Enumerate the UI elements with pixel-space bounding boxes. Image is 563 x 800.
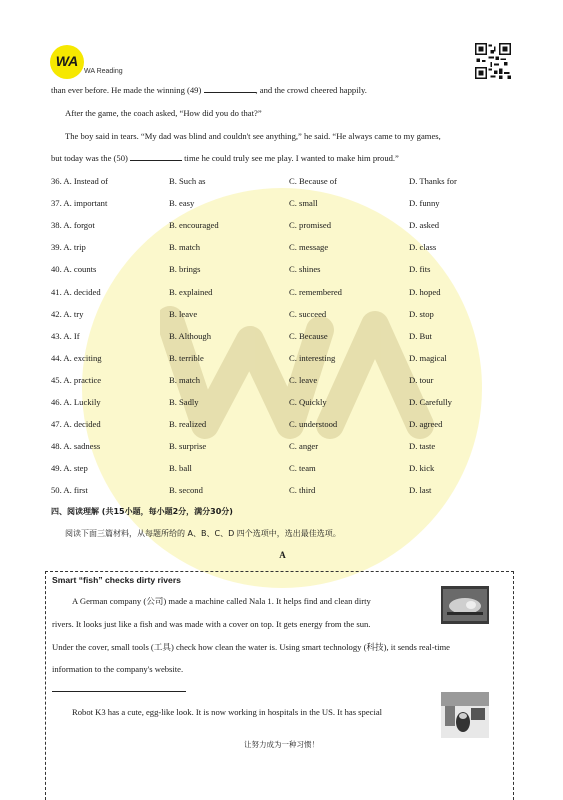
option-d: D. asked (409, 220, 440, 231)
option-c: C. interesting (289, 352, 336, 363)
option-d: D. Carefully (409, 397, 452, 407)
option-d: D. Thanks for (409, 176, 457, 186)
passage-line-2: After the game, the coach asked, “How did you do that?” (65, 108, 262, 118)
option-c: C. leave (289, 374, 318, 385)
option-d: D. magical (409, 352, 447, 363)
question-row (51, 396, 514, 409)
option-c: C. anger (289, 441, 319, 452)
option-a: 41. A. decided (51, 286, 101, 297)
option-b: B. Such as (169, 176, 206, 186)
option-d: D. tour (409, 374, 434, 385)
option-c: C. team (289, 463, 316, 474)
question-row (51, 263, 514, 276)
footer-slogan: 让努力成为一种习惯！ (244, 740, 319, 749)
reading-passage-box (45, 571, 514, 800)
option-b: B. leave (169, 308, 198, 319)
passage-label: A (279, 550, 286, 560)
question-row (51, 330, 514, 343)
question-row (51, 308, 514, 321)
question-row (51, 197, 514, 210)
option-d: D. stop (409, 308, 434, 319)
option-d: D. class (409, 242, 437, 253)
option-c: C. Quickly (289, 397, 327, 407)
option-b: B. second (169, 485, 203, 496)
section-instruction: 阅读下面三篇材料，从每题所给的 A、B、C、D 四个选项中，选出最佳选项。 (65, 529, 341, 538)
wa-logo (50, 45, 84, 79)
question-row (51, 440, 514, 453)
option-b: B. realized (169, 419, 207, 430)
passage-text-line: information to the company's website. (52, 664, 184, 674)
divider-line (52, 691, 186, 692)
option-b: B. ball (169, 463, 192, 474)
option-a: 49. A. step (51, 463, 88, 474)
option-a: 38. A. forgot (51, 220, 95, 231)
question-row (51, 374, 514, 387)
brand-name: WA Reading (84, 68, 123, 75)
question-row (51, 418, 514, 431)
option-c: C. promised (289, 220, 332, 231)
passage-title: Smart “fish” checks dirty rivers (52, 575, 181, 585)
option-c: C. small (289, 198, 318, 209)
option-a: 45. A. practice (51, 374, 102, 385)
option-a: 37. A. important (51, 198, 108, 209)
option-b: B. brings (169, 264, 201, 275)
option-c: C. succeed (289, 308, 327, 319)
option-a: 44. A. exciting (51, 352, 102, 363)
option-a: 48. A. sadness (51, 441, 101, 452)
passage-text-line: A German company (公司) made a machine called Nala 1. It helps find and clean dirty (72, 596, 371, 606)
option-b: B. match (169, 374, 201, 385)
passage-text-line: Under the cover, small tools (工具) check how clean the water is. Using smart technology (科技), it sends real-time (52, 642, 450, 652)
passage-text-line: Robot K3 has a cute, egg-like look. It is now working in hospitals in the US. It has special (72, 707, 383, 717)
option-d: D. agreed (409, 419, 443, 430)
passage-line-4: but today was the (50) time he could truly see me play. I wanted to make him proud.” (51, 153, 399, 163)
passage-text-line: rivers. It looks just like a fish and was made with a cover on top. It gets energy from the sun. (52, 619, 371, 629)
option-c: C. remembered (289, 286, 342, 297)
answer-blank-49 (204, 84, 256, 93)
option-b: B. Although (169, 330, 212, 341)
question-row (51, 175, 514, 188)
passage-line-1: than ever before. He made the winning (49) , and the crowd cheered happily. (51, 85, 367, 95)
question-row (51, 219, 514, 232)
option-a: 36. A. Instead of (51, 176, 109, 186)
qr-code-icon (475, 43, 511, 79)
section-title: 四、阅读理解 (共15小题，每小题2分，满分30分) (51, 507, 233, 516)
robot-fish-photo (441, 586, 489, 624)
hospital-robot-photo (441, 692, 489, 738)
option-c: C. Because of (289, 176, 337, 186)
option-b: B. explained (169, 286, 213, 297)
option-b: B. Sadly (169, 397, 199, 407)
option-c: C. Because (289, 330, 328, 341)
option-a: 47. A. decided (51, 419, 101, 430)
option-d: D. funny (409, 198, 440, 209)
option-c: C. understood (289, 419, 338, 430)
option-c: C. shines (289, 264, 321, 275)
question-row (51, 241, 514, 254)
option-a: 43. A. If (51, 330, 80, 341)
option-d: D. fits (409, 264, 431, 275)
logo-text: WA (55, 53, 79, 69)
question-row (51, 352, 514, 365)
answer-blank-50 (130, 152, 182, 161)
option-b: B. terrible (169, 352, 204, 363)
option-a: 42. A. try (51, 308, 84, 319)
question-row (51, 286, 514, 299)
option-a: 40. A. counts (51, 264, 97, 275)
option-c: C. third (289, 485, 316, 496)
option-c: C. message (289, 242, 329, 253)
option-b: B. match (169, 242, 201, 253)
option-b: B. easy (169, 198, 195, 209)
passage-line-3: The boy said in tears. “My dad was blind and couldn't see anything,” he said. “He always came to my games, (65, 131, 441, 141)
option-a: 46. A. Luckily (51, 397, 101, 407)
option-d: D. But (409, 330, 432, 341)
option-b: B. surprise (169, 441, 207, 452)
option-d: D. taste (409, 441, 436, 452)
option-a: 50. A. first (51, 485, 88, 496)
option-b: B. encouraged (169, 220, 219, 231)
question-row (51, 484, 514, 497)
question-row (51, 462, 514, 475)
option-d: D. kick (409, 463, 435, 474)
option-d: D. hoped (409, 286, 441, 297)
option-a: 39. A. trip (51, 242, 86, 253)
option-d: D. last (409, 485, 432, 496)
